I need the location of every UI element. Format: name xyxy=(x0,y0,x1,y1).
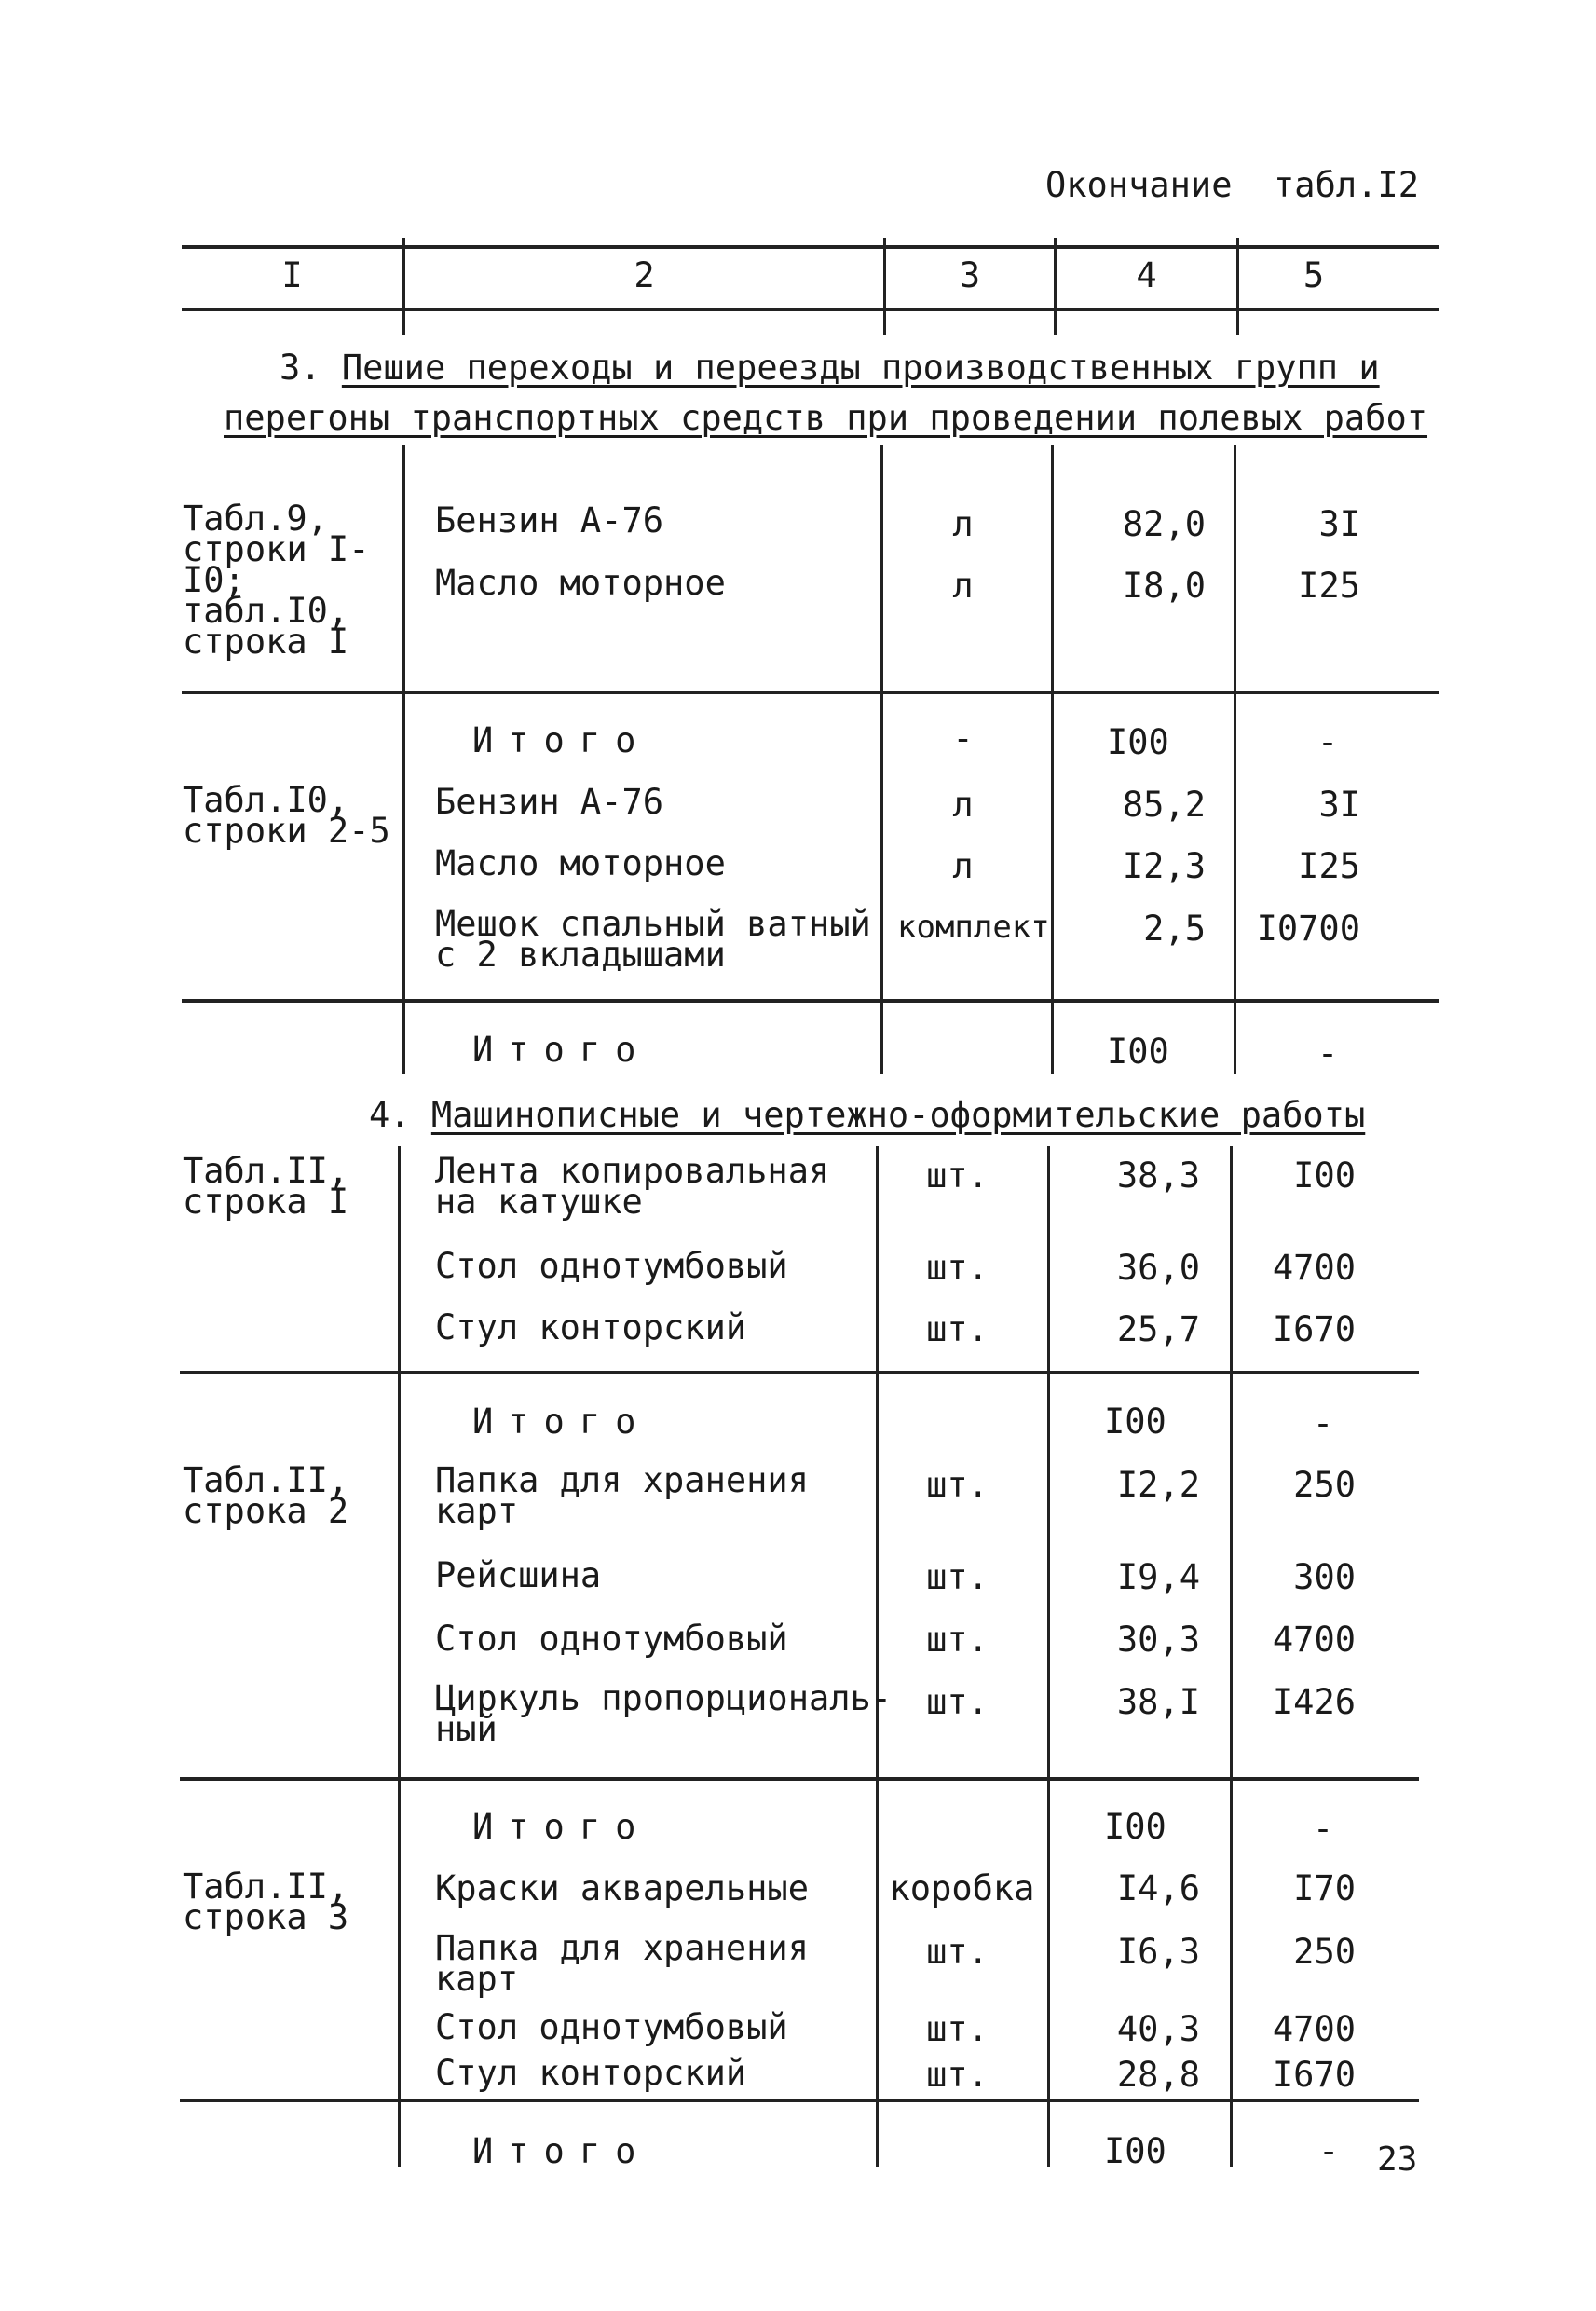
unit: комплект xyxy=(897,909,1050,946)
material-name: Папка для хранения карт xyxy=(435,1460,809,1531)
price: - xyxy=(1318,2131,1340,2171)
unit: шт. xyxy=(926,1682,989,1722)
unit: шт. xyxy=(926,1620,989,1660)
col-divider xyxy=(402,445,405,1074)
unit: л xyxy=(952,566,974,606)
share-percent: I9,4 xyxy=(1116,1557,1200,1597)
share-percent: I00 xyxy=(1107,1032,1169,1072)
unit: коробка xyxy=(889,1868,1035,1908)
material-name: Стул конторский xyxy=(435,1307,747,1347)
share-percent: 28,8 xyxy=(1116,2055,1200,2095)
price: I25 xyxy=(1298,566,1360,606)
rule xyxy=(182,245,1439,249)
page-number: 23 xyxy=(1377,2140,1418,2179)
unit: шт. xyxy=(926,1557,989,1597)
material-name: Мешок спальный ватный с 2 вкладышами xyxy=(435,904,871,975)
rule xyxy=(182,308,1439,311)
rule xyxy=(180,1371,1419,1374)
material-name: Стол однотумбовый xyxy=(435,1619,788,1659)
price: I25 xyxy=(1298,846,1360,886)
material-name: Циркуль пропорциональ- ный xyxy=(435,1678,893,1749)
total-label: Итого xyxy=(472,1402,651,1442)
section-title-line: Машинописные и чертежно-оформительские работы xyxy=(430,1095,1366,1135)
col-divider xyxy=(880,445,883,1074)
source-reference: Табл.II, строка I xyxy=(183,1151,349,1222)
total-label: Итого xyxy=(472,1030,651,1070)
col-divider xyxy=(1230,1146,1233,2167)
section-title-line: Пешие переходы и переезды производственных групп и xyxy=(341,348,1380,388)
material-name: Стол однотумбовый xyxy=(435,2007,788,2047)
total-label: Итого xyxy=(472,1807,651,1847)
share-percent: I00 xyxy=(1104,1402,1166,1442)
total-label: Итого xyxy=(472,2131,651,2171)
material-name: Папка для хранения карт xyxy=(435,1928,809,1999)
material-name: Масло моторное xyxy=(435,563,726,603)
section-heading xyxy=(280,348,1380,388)
share-percent: I2,2 xyxy=(1116,1465,1200,1505)
source-reference: Табл.II, строка 2 xyxy=(183,1460,349,1531)
share-percent: 40,3 xyxy=(1116,2009,1200,2049)
material-name: Стул конторский xyxy=(435,2053,747,2093)
source-reference: Табл.9, строки I- I0; табл.I0, строка I xyxy=(183,499,370,662)
material-name: Масло моторное xyxy=(435,843,726,883)
share-percent: 36,0 xyxy=(1116,1248,1200,1288)
price: 3I xyxy=(1318,785,1360,825)
material-name: Бензин А-76 xyxy=(435,500,664,540)
unit: шт. xyxy=(926,1465,989,1505)
material-name: Стол однотумбовый xyxy=(435,1246,788,1286)
unit: шт. xyxy=(926,1248,989,1288)
share-percent: 25,7 xyxy=(1116,1309,1200,1349)
col-divider xyxy=(1234,445,1236,1074)
unit: л xyxy=(952,785,974,825)
source-reference: Табл.II, строка 3 xyxy=(183,1867,349,1937)
section-number: 4. xyxy=(369,1095,411,1135)
rule xyxy=(180,1777,1419,1781)
table-continuation-caption: Окончание табл.I2 xyxy=(1045,165,1419,205)
share-percent: 82,0 xyxy=(1122,504,1206,544)
column-header: 4 xyxy=(1136,255,1157,295)
price: 4700 xyxy=(1272,2009,1356,2049)
source-reference: Табл.I0, строки 2-5 xyxy=(183,780,390,851)
rule xyxy=(180,2099,1419,2102)
column-header: I xyxy=(281,255,303,295)
material-name: Лента копировальная на катушке xyxy=(435,1151,830,1222)
col-divider xyxy=(1047,1146,1050,2167)
unit: шт. xyxy=(926,1156,989,1196)
price: 4700 xyxy=(1272,1620,1356,1660)
column-header: 3 xyxy=(959,255,981,295)
share-percent: I6,3 xyxy=(1116,1932,1200,1972)
col-divider xyxy=(398,1146,401,2167)
rule xyxy=(182,691,1439,694)
price: I70 xyxy=(1293,1868,1356,1908)
share-percent: I00 xyxy=(1104,2131,1166,2171)
section-number: 3. xyxy=(280,348,321,388)
material-name: Краски акварельные xyxy=(435,1868,809,1908)
price: 3I xyxy=(1318,504,1360,544)
price: 300 xyxy=(1293,1557,1356,1597)
price: 4700 xyxy=(1272,1248,1356,1288)
share-percent: I4,6 xyxy=(1116,1868,1200,1908)
share-percent: I2,3 xyxy=(1122,846,1206,886)
share-percent: 38,3 xyxy=(1116,1156,1200,1196)
price: I0700 xyxy=(1256,909,1360,949)
price: - xyxy=(1316,1033,1339,1073)
unit: шт. xyxy=(926,2055,989,2095)
column-header: 5 xyxy=(1303,255,1325,295)
price: I426 xyxy=(1272,1682,1356,1722)
price: 250 xyxy=(1293,1932,1356,1972)
share-percent: 85,2 xyxy=(1122,785,1206,825)
unit: л xyxy=(952,846,974,886)
price: I670 xyxy=(1272,2055,1356,2095)
price: - xyxy=(1316,722,1339,762)
material-name: Рейсшина xyxy=(435,1555,602,1595)
price: 250 xyxy=(1293,1465,1356,1505)
unit: - xyxy=(952,718,974,759)
unit: шт. xyxy=(926,1932,989,1972)
col-divider xyxy=(1051,445,1054,1074)
price: I670 xyxy=(1272,1309,1356,1349)
column-header: 2 xyxy=(634,255,655,295)
section-title-line: перегоны транспортных средств при проведении полевых работ xyxy=(224,398,1428,438)
share-percent: 38,I xyxy=(1116,1682,1200,1722)
unit: шт. xyxy=(926,1309,989,1349)
unit: л xyxy=(952,504,974,544)
rule xyxy=(182,999,1439,1003)
price: I00 xyxy=(1293,1156,1356,1196)
material-name: Бензин А-76 xyxy=(435,782,664,822)
price: - xyxy=(1312,1809,1334,1849)
share-percent: 30,3 xyxy=(1116,1620,1200,1660)
price: - xyxy=(1312,1403,1334,1443)
unit: шт. xyxy=(926,2009,989,2049)
share-percent: I8,0 xyxy=(1122,566,1206,606)
section-heading xyxy=(369,1095,1366,1135)
share-percent: 2,5 xyxy=(1143,909,1206,949)
share-percent: I00 xyxy=(1104,1807,1166,1847)
share-percent: I00 xyxy=(1107,722,1169,762)
total-label: Итого xyxy=(472,720,651,760)
col-divider xyxy=(876,1146,879,2167)
